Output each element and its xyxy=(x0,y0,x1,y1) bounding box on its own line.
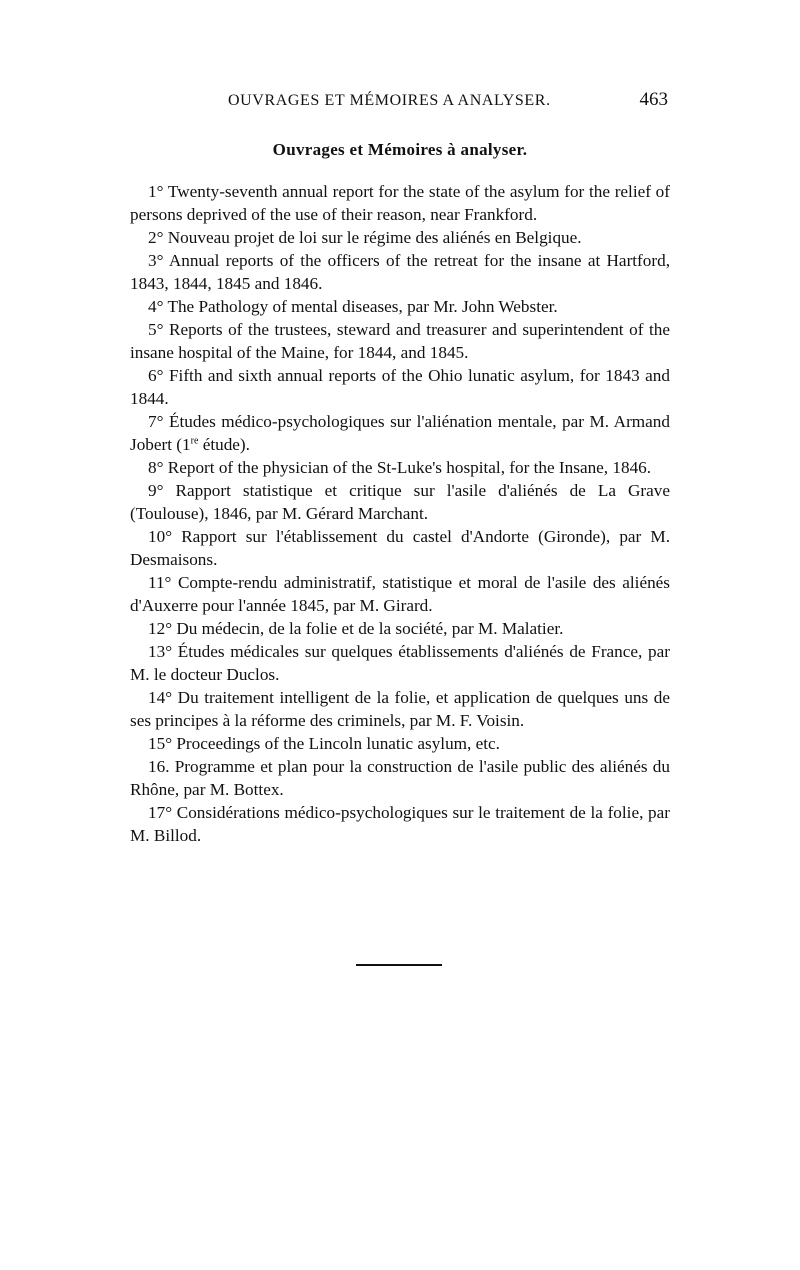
list-item xyxy=(130,318,670,364)
end-rule-divider xyxy=(356,964,442,966)
entry-text: Nouveau projet de loi sur le régime des aliénés en Belgique. xyxy=(167,228,582,247)
entry-text: Annual reports of the officers of the retreat for the insane at Hartford, 1843, 1844, 1845 and 1846. xyxy=(130,251,670,293)
entry-number: 15° xyxy=(148,734,173,753)
list-item xyxy=(130,525,670,571)
running-head xyxy=(130,89,670,116)
list-item xyxy=(130,410,670,456)
entry-text: Rapport sur l'établissement du castel d'Andorte (Gironde), par M. Desmaisons. xyxy=(130,527,671,569)
entry-text: Considérations médico-psychologiques sur le traitement de la folie, par M. Billod. xyxy=(130,803,670,845)
entry-number: 1° xyxy=(148,182,164,201)
entry-text: Twenty-seventh annual report for the state of the asylum for the relief of persons deprived of the use of their reason, near Frankford. xyxy=(130,182,670,224)
entry-number: 14° xyxy=(148,688,173,707)
page-number: 463 xyxy=(639,89,668,110)
list-item xyxy=(130,226,670,249)
list-item xyxy=(130,295,670,318)
entry-text: Reports of the trustees, steward and treasurer and superintendent of the insane hospital of the Maine, for 1844, and 1845. xyxy=(130,320,671,362)
list-item xyxy=(130,180,670,226)
entry-number: 3° xyxy=(148,251,164,270)
list-item xyxy=(130,732,670,755)
entry-text: Du traitement intelligent de la folie, et application de quelques uns de ses principes à la réforme des criminels, par M. F. Voisin. xyxy=(130,688,671,730)
list-item xyxy=(130,801,670,847)
list-item xyxy=(130,617,670,640)
entry-number: 4° xyxy=(148,297,164,316)
list-item xyxy=(130,456,670,479)
entry-number: 5° xyxy=(148,320,164,339)
list-item xyxy=(130,479,670,525)
entry-number: 8° xyxy=(148,458,164,477)
entry-text: Programme et plan pour la construction de l'asile public des aliénés du Rhône, par M. Bottex. xyxy=(130,757,670,799)
entry-number: 10° xyxy=(148,527,173,546)
entry-number: 11° xyxy=(148,573,172,592)
entry-number: 9° xyxy=(148,481,164,500)
entry-text: Rapport statistique et critique sur l'asile d'aliénés de La Grave (Toulouse), 1846, par M. Gérard Marchant. xyxy=(130,481,670,523)
entry-number: 17° xyxy=(148,803,173,822)
entry-number: 12° xyxy=(148,619,173,638)
entry-text: Report of the physician of the St-Luke's hospital, for the Insane, 1846. xyxy=(167,458,652,477)
entry-text: The Pathology of mental diseases, par Mr. John Webster. xyxy=(167,297,558,316)
entry-list xyxy=(130,180,670,847)
list-item xyxy=(130,249,670,295)
section-heading: Ouvrages et Mémoires à analyser. xyxy=(272,140,528,159)
entry-text-end: étude). xyxy=(198,435,250,454)
entry-number: 16. xyxy=(148,757,170,776)
list-item xyxy=(130,686,670,732)
entry-text: Compte-rendu administratif, statistique et moral de l'asile des aliénés d'Auxerre pour l'année 1845, par M. Girard. xyxy=(130,573,670,615)
entry-number: 6° xyxy=(148,366,164,385)
entry-number: 13° xyxy=(148,642,173,661)
entry-text: Proceedings of the Lincoln lunatic asylum, etc. xyxy=(176,734,500,753)
entry-number: 2° xyxy=(148,228,164,247)
list-item xyxy=(130,364,670,410)
list-item xyxy=(130,755,670,801)
entry-text: Du médecin, de la folie et de la société, par M. Malatier. xyxy=(176,619,564,638)
running-title: OUVRAGES ET MÉMOIRES A ANALYSER. xyxy=(228,92,551,109)
superscript-abbrev: re xyxy=(190,435,199,447)
list-item xyxy=(130,571,670,617)
entry-text: Études médicales sur quelques établissements d'aliénés de France, par M. le docteur Duclos. xyxy=(130,642,670,684)
entry-number: 7° xyxy=(148,412,164,431)
entry-text: Études médico-psychologiques sur l'aliénation mentale, par M. Armand Jobert (1 xyxy=(130,412,670,454)
list-item xyxy=(130,640,670,686)
entry-text: Fifth and sixth annual reports of the Ohio lunatic asylum, for 1843 and 1844. xyxy=(130,366,670,408)
